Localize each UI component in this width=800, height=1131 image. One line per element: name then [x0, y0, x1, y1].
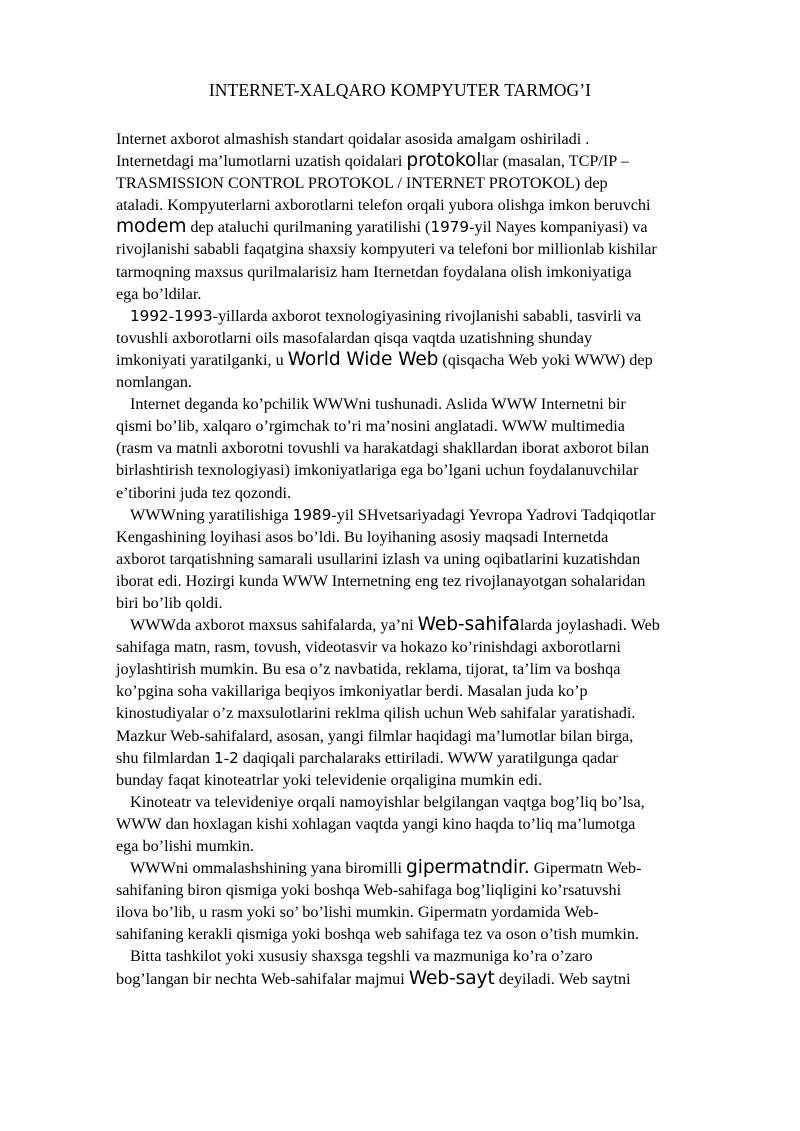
text-run: -	[168, 306, 175, 325]
text-run: (qisqacha Web yoki WWW) dep	[438, 350, 653, 369]
text-run: joylashtirish mumkin. Bu esa o’z navbatida, reklama, tijorat, ta’lim va boshqa	[116, 660, 621, 679]
text-run: ataladi. Kompyuterlarni axborotlarni telefon orqali yubora olishga imkon beruvchi	[116, 196, 651, 215]
text-run: biri bo’lib qoldi.	[116, 593, 223, 612]
numeric-run: 2	[229, 748, 239, 767]
text-line	[116, 548, 740, 570]
text-run: qismi bo’lib, xalqaro o’rgimchak to’ri ma’nosini anglatadi. WWW multimedia	[116, 417, 625, 436]
text-run: iborat edi. Hozirgi kunda WWW Internetning eng tez rivojlanayotgan sohalaridan	[116, 571, 646, 590]
text-line	[116, 945, 740, 967]
text-line	[116, 901, 740, 923]
text-run: Kinoteatr va televideniye orqali namoyishlar belgilangan vaqtga bog’liq bo’lsa,	[130, 792, 645, 811]
emphasised-term: World Wide Web	[287, 348, 439, 370]
text-run: daqiqali parchalaraks ettiriladi. WWW yaratilgunga qadar	[238, 748, 618, 767]
text-run: TRASMISSION CONTROL PROTOKOL / INTERNET PROTOKOL) dep	[116, 174, 608, 193]
paragraph	[116, 128, 740, 305]
text-run: nomlangan.	[116, 373, 192, 392]
text-run: shu filmlardan	[116, 748, 215, 767]
text-run: -	[223, 748, 230, 767]
text-run: WWWning yaratilishiga	[130, 505, 293, 524]
numeric-run: 1979	[430, 218, 470, 237]
text-run: sahifaning biron qismiga yoki boshqa Web-sahifaga bog’liqligini ko’rsatuvshi	[116, 881, 622, 900]
text-line	[116, 813, 740, 835]
text-run: ega bo’ldilar.	[116, 284, 202, 303]
text-run: Kengashining loyihasi asos bo’ldi. Bu loyihaning asosiy maqsadi Internetda	[116, 527, 609, 546]
text-line	[116, 371, 740, 393]
text-run: tovushli axborotlarni oils masofalardan qisqa vaqtda uzatishning shunday	[116, 328, 593, 347]
paragraph	[116, 305, 740, 393]
text-run: Internet deganda ko’pchilik WWWni tushunadi. Aslida WWW Internetni bir	[130, 395, 626, 414]
text-run: rivojlanishi sababli faqatgina shaxsiy kompyuteri va telefoni bor millionlab kishilar	[116, 240, 657, 259]
text-run: -yil Nayes kompaniyasi) va	[469, 218, 648, 237]
text-run: Internet axborot almashish standart qoidalar asosida amalgam oshiriladi .	[116, 130, 590, 148]
text-line	[116, 835, 740, 857]
paragraph	[116, 945, 740, 989]
text-run: lar (masalan, TCP/IP –	[481, 152, 629, 171]
text-line	[116, 128, 740, 150]
text-line	[116, 504, 740, 526]
text-line	[116, 857, 740, 879]
text-run: imkoniyati yaratilganki, u	[116, 350, 288, 369]
paragraph	[116, 791, 740, 857]
text-line	[116, 437, 740, 459]
text-line	[116, 305, 740, 327]
text-line	[116, 238, 740, 260]
text-line	[116, 614, 740, 636]
text-line	[116, 702, 740, 724]
numeric-run: 1993	[174, 306, 213, 325]
text-line	[116, 194, 740, 216]
text-line	[116, 791, 740, 813]
text-run: Internetdagi ma’lumotlarni uzatish qoidalari	[116, 152, 407, 171]
document-body	[116, 128, 740, 990]
text-run: sahifaga matn, rasm, tovush, videotasvir va hokazo ko’rinishdagi axborotlarni	[116, 638, 621, 657]
text-line	[116, 725, 740, 747]
text-run: birlashtirish texnologiyasi) imkoniyatlariga ega bo’lgani uchun foydalanuvchilar	[116, 461, 639, 480]
text-run: ega bo’lishi mumkin.	[116, 837, 255, 855]
text-run: sahifaning kerakli qismiga yoki boshqa web sahifaga tez va oson o’tish mumkin.	[116, 925, 639, 944]
text-line	[116, 592, 740, 614]
paragraph	[116, 614, 740, 791]
text-line	[116, 172, 740, 194]
text-run: Gipermatn Web-	[529, 859, 642, 878]
text-line	[116, 747, 740, 769]
text-line	[116, 349, 740, 371]
text-run: dep ataluchi qurilmaning yaratilishi (	[186, 218, 431, 237]
numeric-run: 1989	[292, 505, 332, 524]
text-run: WWWni ommalashshining yana biromilli	[130, 859, 407, 878]
text-run: kinostudiyalar o’z maxsulotlarini reklma qilish uchun Web sahifalar yaratishadi.	[116, 704, 636, 723]
text-run: axborot tarqatishning samarali usullarini izlash va uning oqibatlarini kuzatishdan	[116, 549, 641, 568]
text-line	[116, 968, 740, 990]
text-line	[116, 393, 740, 415]
page-title: INTERNET-XALQARO KOMPYUTER TARMOG’I	[208, 80, 592, 100]
emphasised-term: protokol	[406, 150, 482, 172]
text-run: Mazkur Web-sahifalard, asosan, yangi filmlar haqidagi ma’lumotlar bilan birga,	[116, 726, 634, 745]
text-line	[116, 879, 740, 901]
text-line	[116, 923, 740, 945]
emphasised-term: modem	[116, 216, 187, 238]
text-run: ilova bo’lib, u rasm yoki so’ bo’lishi mumkin. Gipermatn yordamida Web-	[116, 903, 599, 922]
text-line	[116, 680, 740, 702]
paragraph	[116, 504, 740, 614]
text-run: WWW dan hoxlagan kishi xohlagan vaqtda yangi kino haqda to’liq ma’lumotga	[116, 814, 636, 833]
text-run: larda joylashadi. Web	[519, 616, 660, 635]
text-line	[116, 261, 740, 283]
text-run: Bitta tashkilot yoki xususiy shaxsga tegshli va mazmuniga ko’ra o’zaro	[130, 947, 593, 966]
text-run: bunday faqat kinoteatrlar yoki televidenie orqaligina mumkin edi.	[116, 770, 543, 789]
text-run: e’tiborini juda tez qozondi.	[116, 483, 292, 502]
text-line	[116, 570, 740, 592]
text-line	[116, 327, 740, 349]
text-run: WWWda axborot maxsus sahifalarda, ya’ni	[130, 616, 418, 635]
text-line	[116, 216, 740, 238]
text-line	[116, 150, 740, 172]
numeric-run: 1	[214, 748, 224, 767]
text-line	[116, 636, 740, 658]
text-run: deyiladi. Web saytni	[494, 969, 631, 988]
text-run: -yil SHvetsariyadagi Yevropa Yadrovi Tadqiqotlar	[331, 505, 656, 524]
text-run: -yillarda axborot texnologiyasining rivojlanishi sababli, tasvirli va	[212, 306, 642, 325]
emphasised-term: Web-sahifa	[417, 614, 520, 636]
text-line	[116, 459, 740, 481]
text-line	[116, 415, 740, 437]
text-line	[116, 283, 740, 305]
paragraph	[116, 393, 740, 503]
text-line	[116, 769, 740, 791]
text-run: ko’pgina soha vakillariga beqiyos imkoniyatlar berdi. Masalan juda ko’p	[116, 682, 588, 701]
paragraph	[116, 857, 740, 945]
text-run: bog’langan bir nechta Web-sahifalar majmui	[116, 969, 409, 988]
text-line	[116, 526, 740, 548]
emphasised-term: gipermatndir.	[406, 857, 530, 879]
numeric-run: 1992	[130, 306, 169, 325]
text-run: (rasm va matnli axborotni tovushli va harakatdagi shakllardan iborat axborot bilan	[116, 439, 650, 458]
text-line	[116, 658, 740, 680]
text-run: tarmoqning maxsus qurilmalarisiz ham Iternetdan foydalana olish imkoniyatiga	[116, 262, 632, 281]
emphasised-term: Web-sayt	[408, 967, 495, 989]
text-line	[116, 482, 740, 504]
